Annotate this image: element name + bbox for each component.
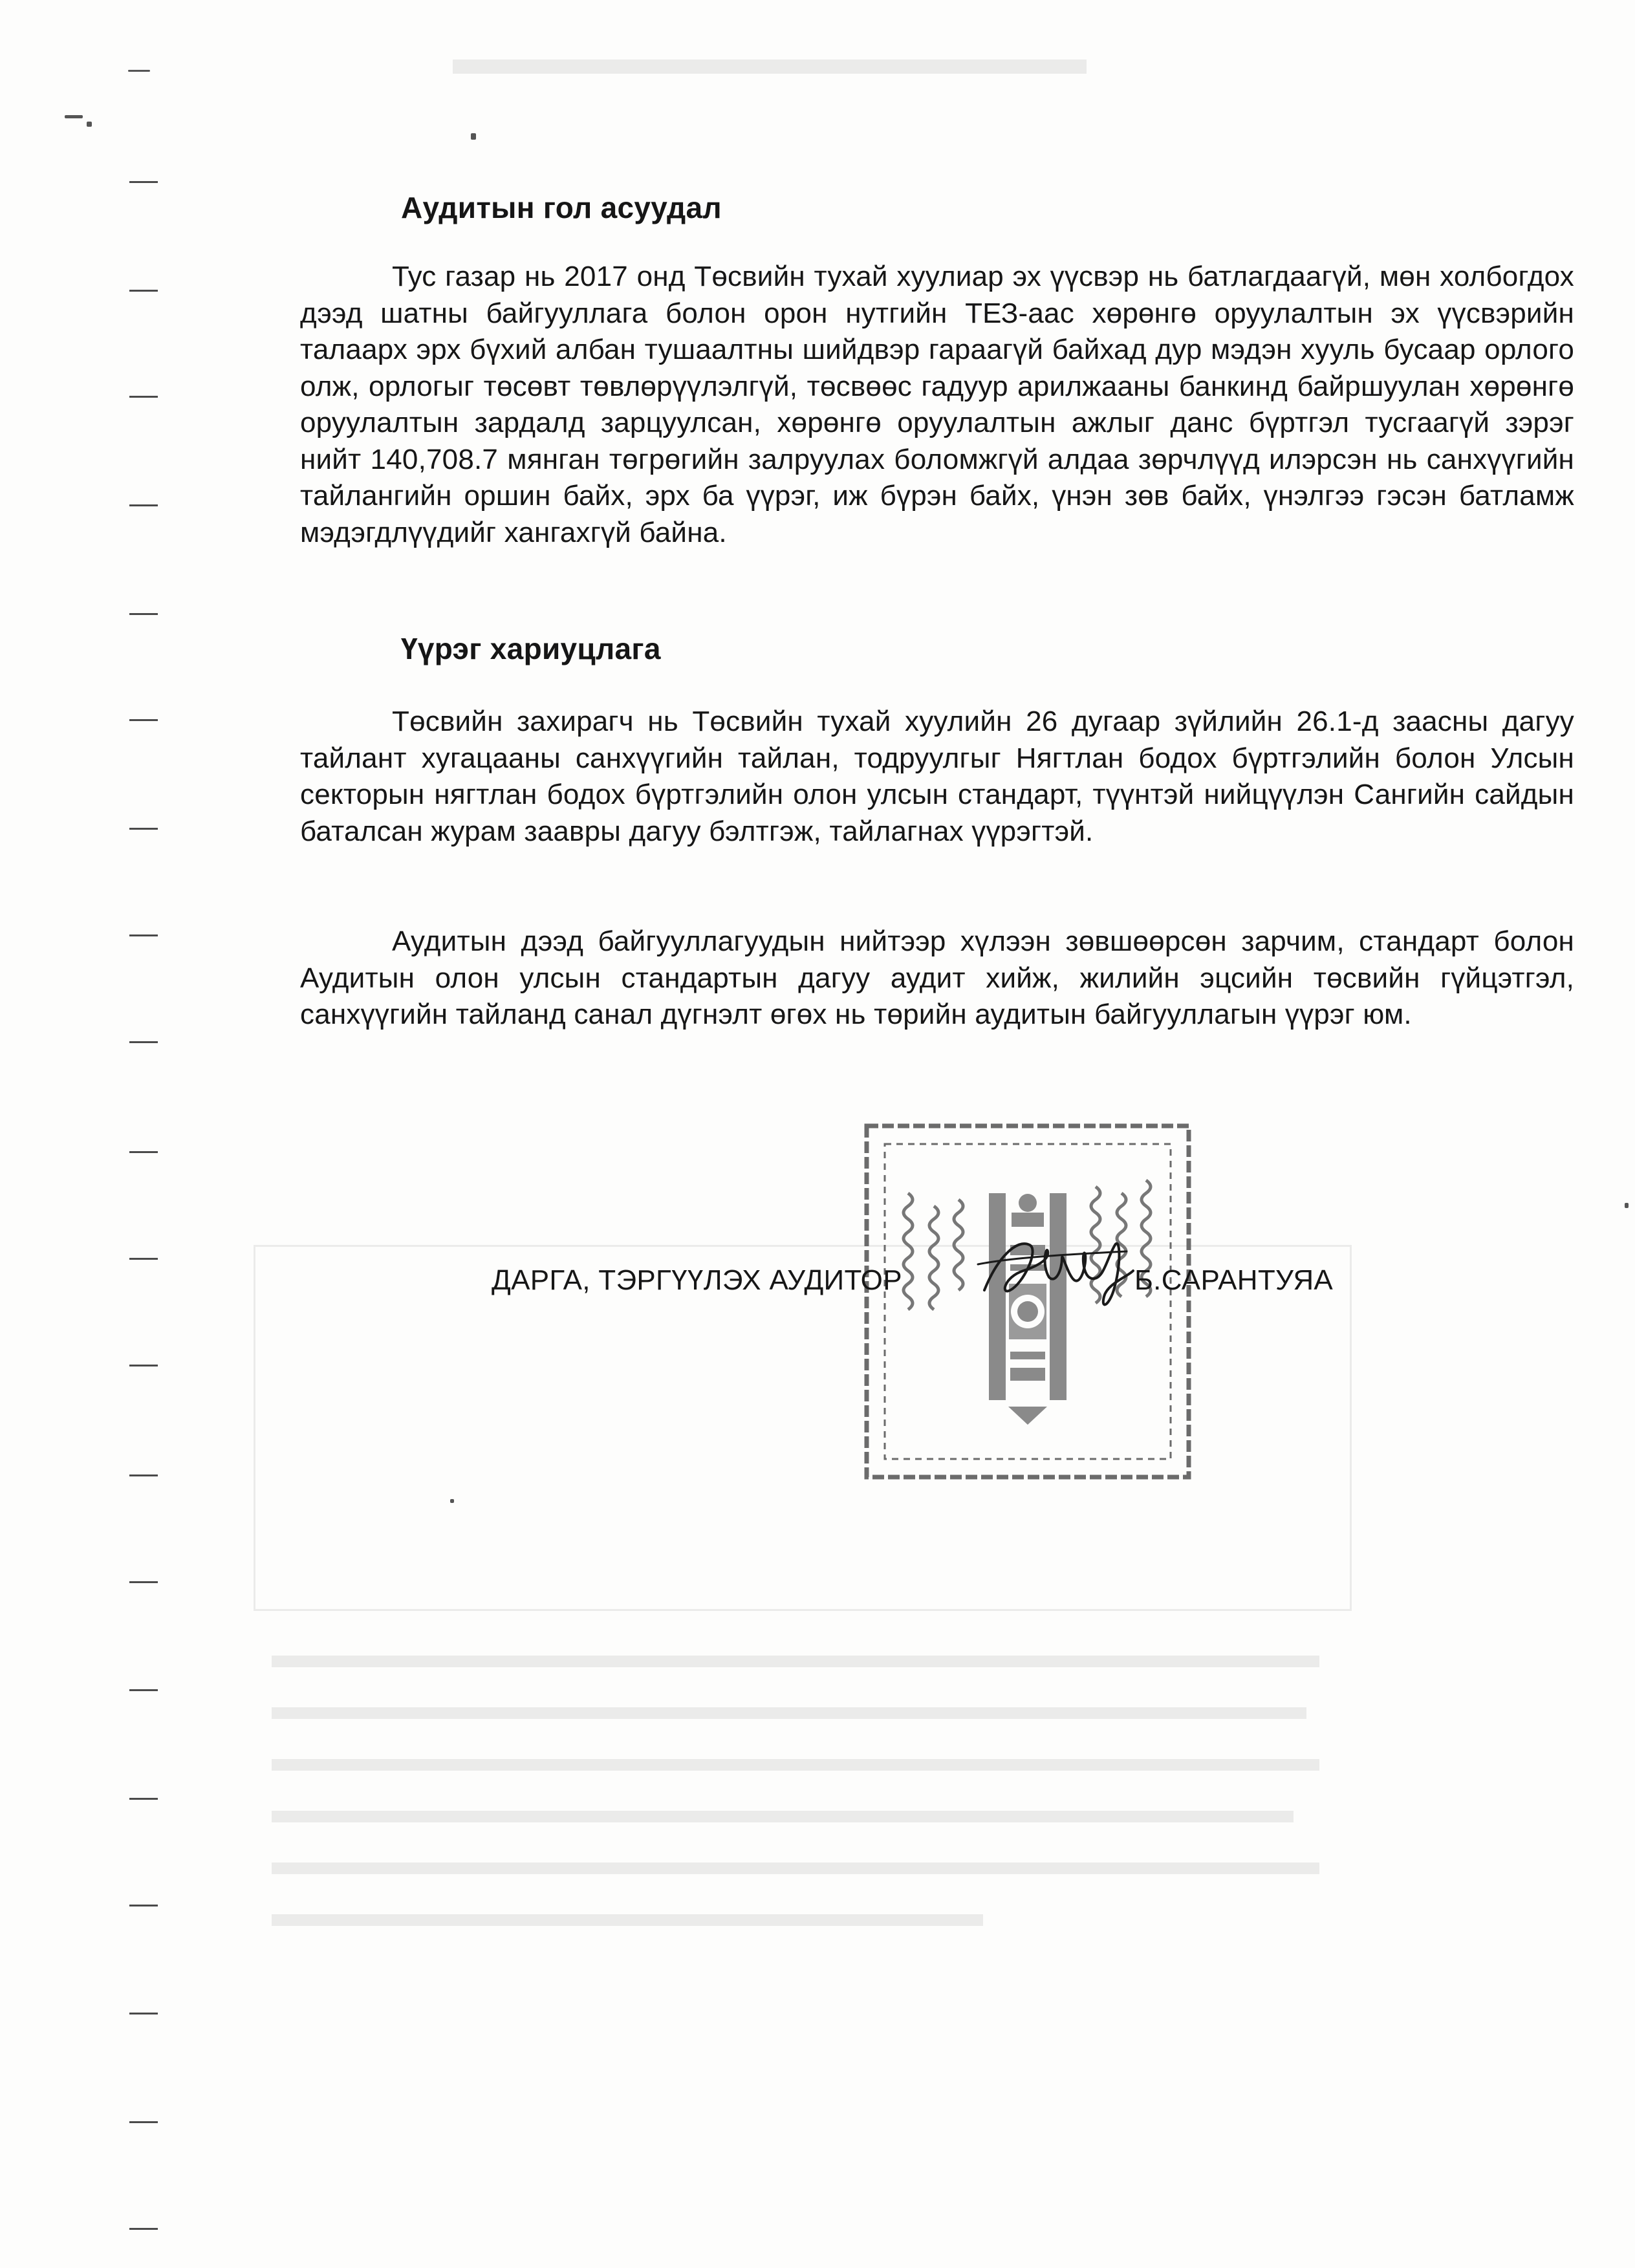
paragraph-key-audit-matters: Тус газар нь 2017 онд Төсвийн тухай хуулиар эх үүсвэр нь батлагдаагүй, мөн холбогдох дээд шатны байгууллага болон орон нутгийн ТЕЗ-аас хөрөнгө оруулалтын эх үүсвэрийн талаарх эрх бүхий албан тушаалтны шийдвэр гараагүй байхад дур мэдэн хууль бусаар орлого олж, орлогыг төсөвт төвлөрүүлэлгүй, төсвөөс гадуур арилжааны банкинд байршуулан хөрөнгө оруулалтын зардалд зарцуулсан, хөрөнгө оруулалтын ажлыг данс бүртгэл тусгаагүй зэрэг нийт 140,708.7 мянган төгрөгийн залруулах боломжгүй алдаа зөрчлүүд илэрсэн нь санхүүгийн тайлангийн оршин байх, эрх ба үүрэг, иж бүрэн байх, үнэн зөв байх, үнэлгээ гэсэн батламж мэдэгдлүүдийг хангахгүй байна. — [300, 261, 1574, 548]
bleed-through-line — [272, 1811, 1294, 1822]
bleed-through-line — [272, 1656, 1319, 1667]
margin-tick — [129, 934, 158, 936]
margin-tick — [129, 1905, 158, 1906]
margin-tick — [129, 1798, 158, 1800]
margin-tick — [129, 1041, 158, 1043]
margin-tick — [129, 1258, 158, 1260]
scan-speck — [450, 1499, 454, 1503]
bleed-through-line — [272, 1759, 1319, 1771]
margin-tick — [129, 1474, 158, 1476]
scan-speck — [128, 70, 150, 72]
margin-tick — [129, 1365, 158, 1366]
bleed-through-line — [272, 1707, 1306, 1719]
section-heading-key-audit-matters: Аудитын гол асуудал — [401, 191, 722, 224]
margin-tick — [129, 181, 158, 183]
margin-tick — [129, 613, 158, 615]
margin-tick — [129, 290, 158, 292]
bleed-through-line — [272, 1914, 983, 1926]
margin-tick — [129, 396, 158, 398]
margin-tick — [129, 2013, 158, 2014]
paragraph-auditor-responsibility: Аудитын дээд байгууллагуудын нийтээр хүлээн зөвшөөрсөн зарчим, стандарт болон Аудитын олон улсын стандартын дагуу аудит хийж, жилийн эцсийн төсвийн гүйцэтгэл, санхүүгийн тайланд санал дүгнэлт өгөх нь төрийн аудитын байгууллагын үүрэг юм. — [300, 925, 1574, 1030]
paragraph-budget-manager-responsibility: Төсвийн захирагч нь Төсвийн тухай хуулийн 26 дугаар зүйлийн 26.1-д заасны дагуу тайлант хугацааны санхүүгийн тайлан, тодруулгыг Нягтлан бодох бүртгэлийн болон Улсын секторын нягтлан бодох бүртгэлийн олон улсын стандарт, түүнтэй нийцүүлэн Сангийн сайдын баталсан журам заавры дагуу бэлтгэж, тайлагнах үүрэгтэй. — [300, 706, 1574, 847]
margin-tick — [129, 719, 158, 721]
scan-speck — [471, 133, 476, 140]
scan-speck — [87, 122, 92, 127]
handwritten-signature — [971, 1219, 1140, 1316]
margin-tick — [129, 1689, 158, 1691]
section-heading-responsibilities: Үүрэг хариуцлага — [401, 632, 661, 665]
margin-tick — [129, 1151, 158, 1153]
bleed-through-line — [272, 1863, 1319, 1874]
margin-tick — [129, 2121, 158, 2123]
signatory-position: ДАРГА, ТЭРГҮҮЛЭХ АУДИТОР — [492, 1264, 902, 1296]
scan-speck — [65, 115, 83, 118]
signatory-name: Б.САРАНТУЯА — [1134, 1264, 1334, 1296]
margin-tick — [129, 2228, 158, 2230]
scan-speck — [1625, 1203, 1629, 1208]
bleed-through-mark — [453, 59, 1087, 74]
margin-tick — [129, 828, 158, 830]
margin-tick — [129, 504, 158, 506]
margin-tick — [129, 1581, 158, 1583]
